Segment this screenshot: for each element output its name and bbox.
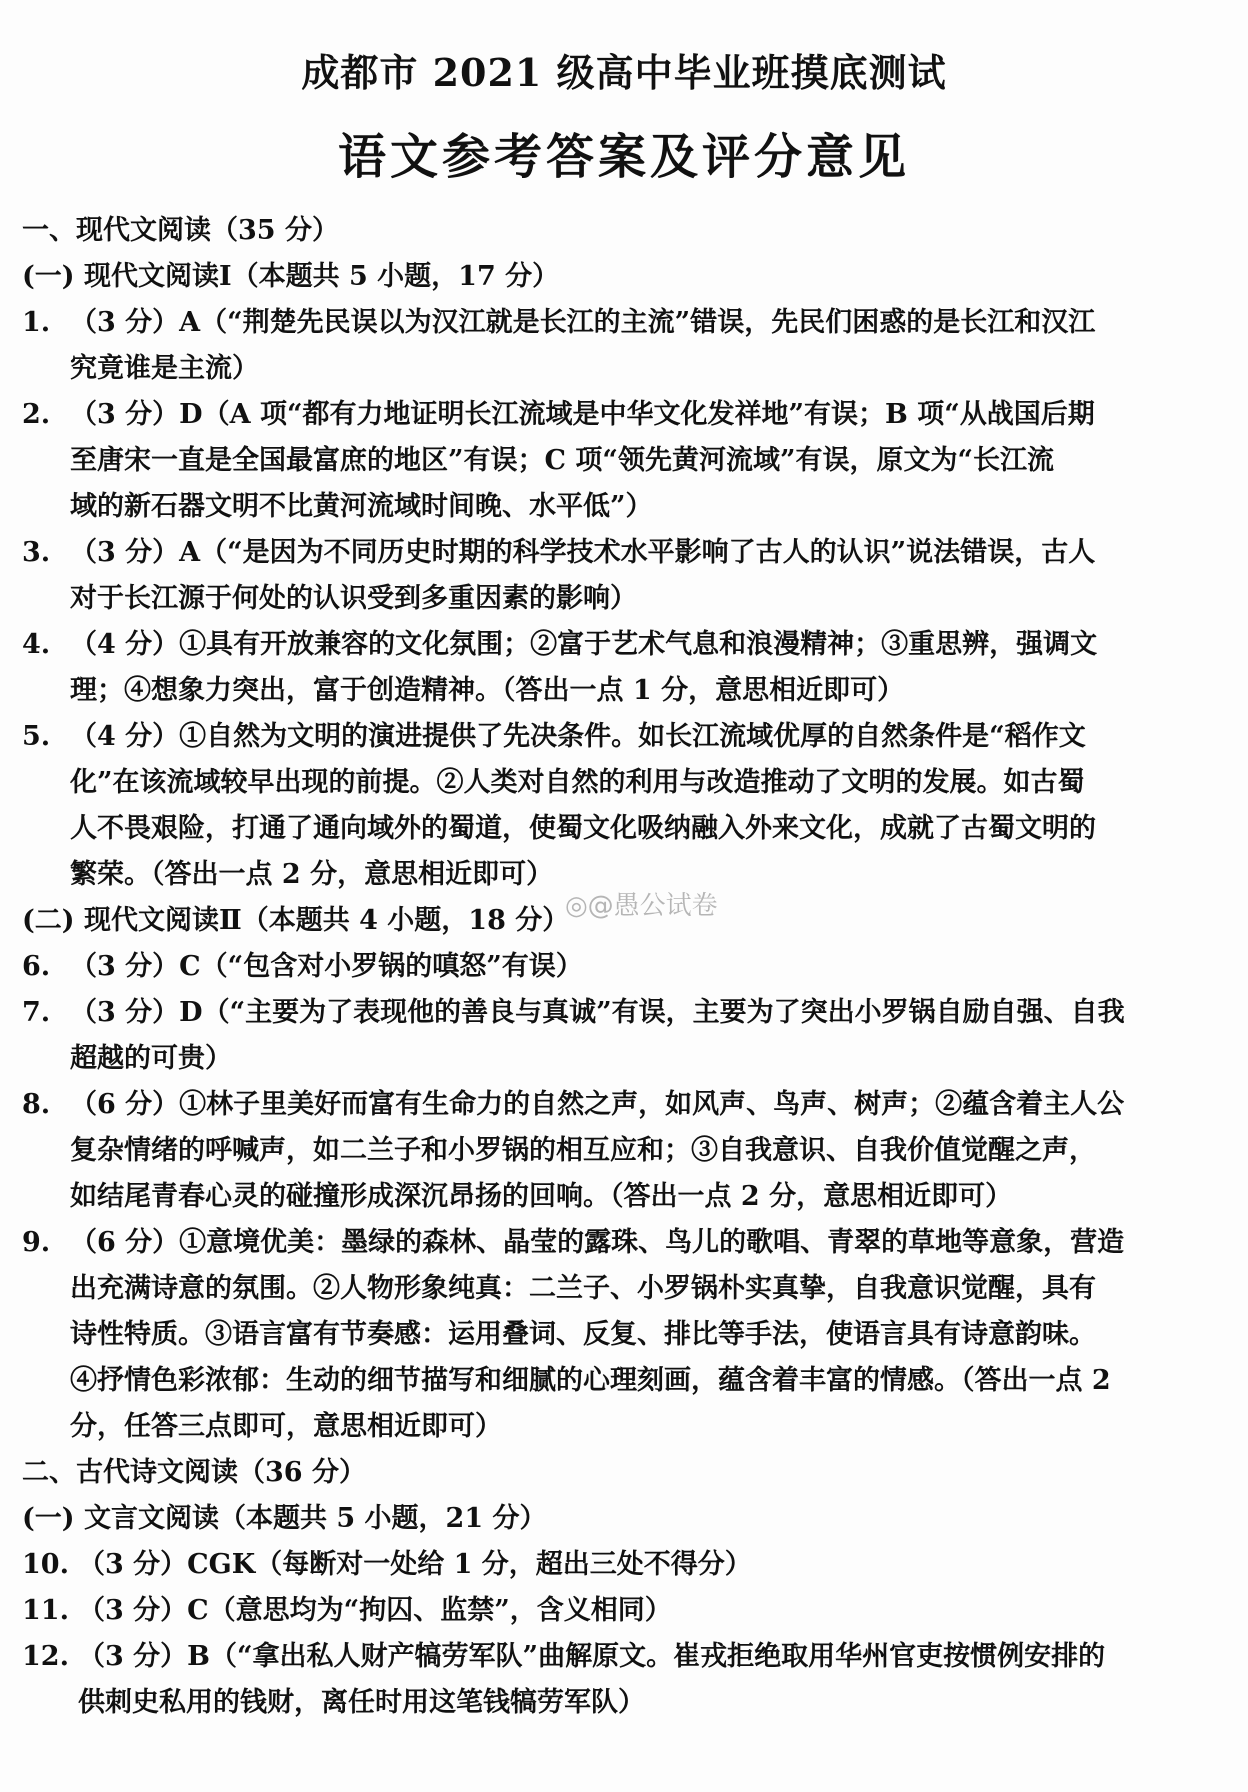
answer-item (22, 714, 1222, 898)
answer-text (70, 622, 1222, 714)
answer-line: 繁荣。（答出一点 2 分，意思相近即可） (70, 859, 554, 890)
answer-line: 至唐宋一直是全国最富庶的地区”有误；C 项“领先黄河流域”有误，原文为“长江流 (70, 445, 1055, 476)
answer-text (70, 944, 1222, 990)
answer-text (70, 300, 1222, 392)
watermark: ◎@愚公试卷 (565, 891, 718, 921)
section-heading: 一、现代文阅读（35 分） (22, 215, 339, 246)
answer-item (22, 622, 1222, 714)
answer-text (70, 990, 1222, 1082)
document-subtitle: 语文参考答案及评分意见 (337, 129, 910, 185)
question-number: 1. (22, 307, 51, 338)
answer-item (22, 944, 1222, 990)
answer-line: 诗性特质。③语言富有节奏感：运用叠词、反复、排比等手法，使语言具有诗意韵味。 (70, 1319, 1096, 1350)
answer-item (22, 1082, 1222, 1220)
answer-item (22, 300, 1222, 392)
answer-text (78, 1588, 1222, 1634)
answer-text (78, 1634, 1222, 1726)
answer-item (22, 1634, 1222, 1726)
answer-line: （3 分）D（A 项“都有力地证明长江流域是中华文化发祥地”有误；B 项“从战国后期 (70, 399, 1095, 430)
answer-line: （3 分）CGK（每断对一处给 1 分，超出三处不得分） (78, 1549, 752, 1580)
answer-line: 出充满诗意的氛围。②人物形象纯真：二兰子、小罗锅朴实真挚，自我意识觉醒，具有 (70, 1273, 1096, 1304)
answer-text (70, 1220, 1222, 1450)
answer-line: 对于长江源于何处的认识受到多重因素的影响） (70, 583, 637, 614)
answer-text (78, 1542, 1222, 1588)
answer-line: （3 分）A（“荆楚先民误以为汉江就是长江的主流”错误，先民们困惑的是长江和汉江 (70, 307, 1096, 338)
answer-text (70, 530, 1222, 622)
answer-item (22, 990, 1222, 1082)
subsection-heading: (二) 现代文阅读Ⅱ（本题共 4 小题，18 分） (22, 905, 570, 936)
answer-text (70, 392, 1222, 530)
answer-line: 供刺史私用的钱财，离任时用这笔钱犒劳军队） (78, 1687, 645, 1718)
answer-line: （3 分）A（“是因为不同历史时期的科学技术水平影响了古人的认识”说法错误，古人 (70, 537, 1096, 568)
answer-line: （6 分）①林子里美好而富有生命力的自然之声，如风声、鸟声、树声；②蕴含着主人公 (70, 1089, 1125, 1120)
answer-text (70, 1082, 1222, 1220)
subsection-heading: (一) 文言文阅读（本题共 5 小题，21 分） (22, 1503, 547, 1534)
question-number: 4. (22, 629, 51, 660)
answer-line: （6 分）①意境优美：墨绿的森林、晶莹的露珠、鸟儿的歌唱、青翠的草地等意象，营造 (70, 1227, 1125, 1258)
answer-item (22, 1542, 1222, 1588)
answer-line: ④抒情色彩浓郁：生动的细节描写和细腻的心理刻画，蕴含着丰富的情感。（答出一点 2 (70, 1365, 1111, 1396)
question-number: 11. (22, 1595, 69, 1626)
answer-line: （4 分）①自然为文明的演进提供了先决条件。如长江流域优厚的自然条件是“稻作文 (70, 721, 1086, 752)
answer-item (22, 392, 1222, 530)
answer-line: 分，任答三点即可，意思相近即可） (70, 1411, 502, 1442)
question-number: 5. (22, 721, 51, 752)
document-title: 成都市 2021 级高中毕业班摸底测试 (301, 50, 947, 95)
answer-line: （3 分）C（“包含对小罗锅的嗔怒”有误） (70, 951, 583, 982)
question-number: 6. (22, 951, 51, 982)
answer-item (22, 1588, 1222, 1634)
question-number: 9. (22, 1227, 51, 1258)
answer-line: （4 分）①具有开放兼容的文化氛围；②富于艺术气息和浪漫精神；③重思辨，强调文 (70, 629, 1098, 660)
answer-line: 域的新石器文明不比黄河流域时间晚、水平低”） (70, 491, 653, 522)
subsection-heading: (一) 现代文阅读Ⅰ（本题共 5 小题，17 分） (22, 261, 560, 292)
answer-line: 超越的可贵） (70, 1043, 232, 1074)
answer-item (22, 1220, 1222, 1450)
answer-text (70, 714, 1222, 898)
question-number: 8. (22, 1089, 51, 1120)
answer-line: 究竟谁是主流） (70, 353, 259, 384)
question-number: 2. (22, 399, 51, 430)
answer-line: （3 分）B（“拿出私人财产犒劳军队”曲解原文。崔戎拒绝取用华州官吏按惯例安排的 (78, 1641, 1106, 1672)
answer-line: 如结尾青春心灵的碰撞形成深沉昂扬的回响。（答出一点 2 分，意思相近即可） (70, 1181, 1013, 1212)
section-heading: 二、古代诗文阅读（36 分） (22, 1457, 366, 1488)
answer-line: 人不畏艰险，打通了通向域外的蜀道，使蜀文化吸纳融入外来文化，成就了古蜀文明的 (70, 813, 1096, 844)
answer-line: 化”在该流域较早出现的前提。②人类对自然的利用与改造推动了文明的发展。如古蜀 (70, 767, 1085, 798)
question-number: 7. (22, 997, 51, 1028)
question-number: 12. (22, 1641, 69, 1672)
question-number: 3. (22, 537, 51, 568)
question-number: 10. (22, 1549, 69, 1580)
answer-line: 理；④想象力突出，富于创造精神。（答出一点 1 分，意思相近即可） (70, 675, 905, 706)
answer-line: （3 分）C（意思均为“拘囚、监禁”，含义相同） (78, 1595, 672, 1626)
answer-line: （3 分）D（“主要为了表现他的善良与真诚”有误，主要为了突出小罗锅自励自强、自我 (70, 997, 1125, 1028)
answer-item (22, 530, 1222, 622)
answer-content (22, 208, 1222, 1726)
answer-line: 复杂情绪的呼喊声，如二兰子和小罗锅的相互应和；③自我意识、自我价值觉醒之声， (70, 1135, 1096, 1166)
